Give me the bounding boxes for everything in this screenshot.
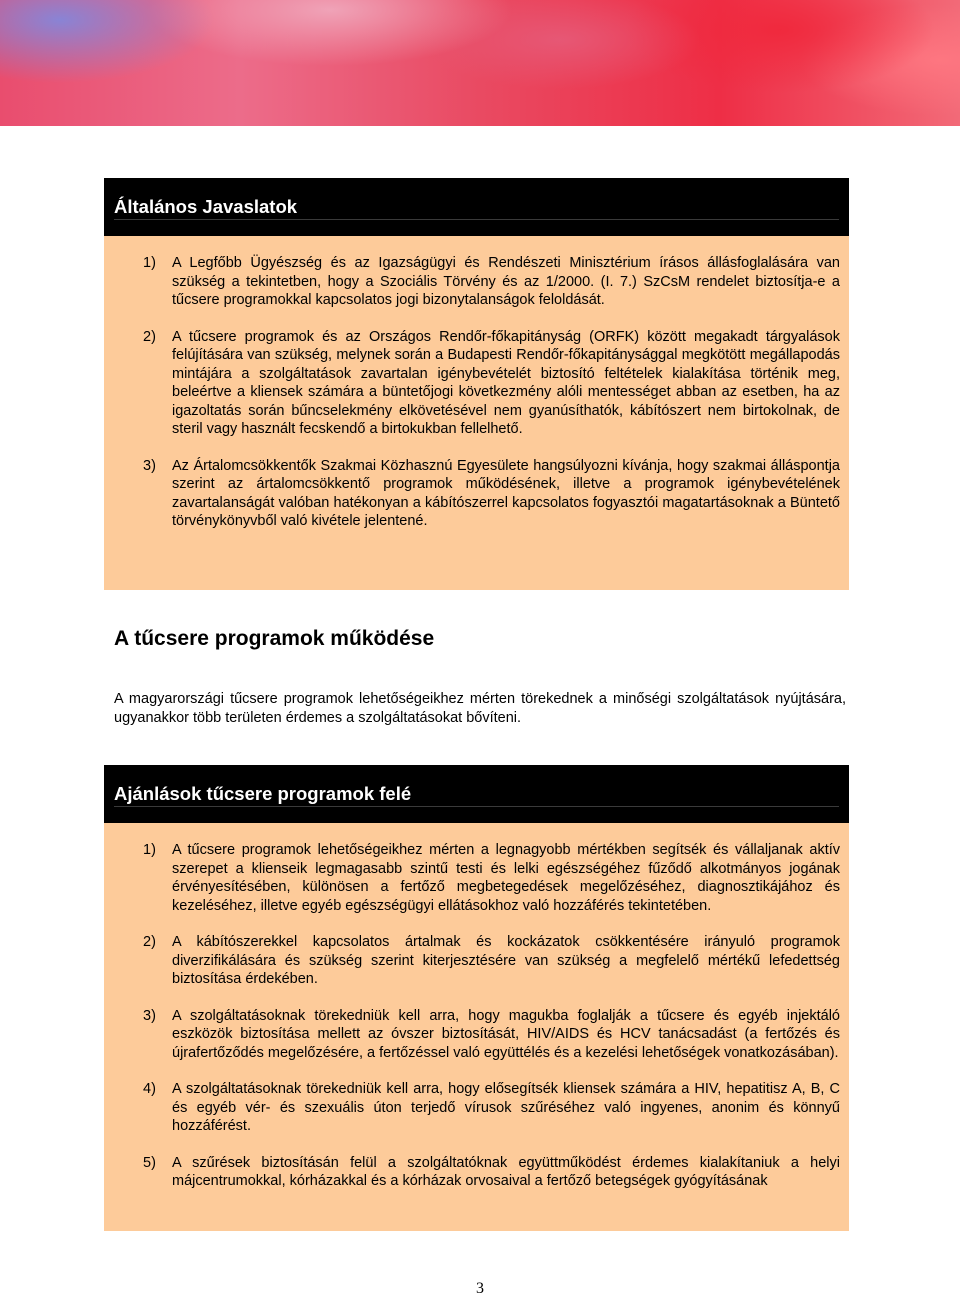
general-recommendations-title: Általános Javaslatok	[114, 196, 298, 217]
header-divider	[114, 806, 839, 807]
list-item-number: 5)	[143, 1154, 156, 1171]
section-paragraph: A magyarországi tűcsere programok lehetőségeikhez mérten törekednek a minőségi szolgáltatások nyújtására, ugyanakkor több területen érdemes a szolgáltatásokat bővíteni.	[114, 691, 846, 726]
general-recommendations-box	[104, 178, 849, 590]
list-item	[104, 328, 849, 439]
list-item-number: 1)	[143, 255, 156, 271]
section-heading: A tűcsere programok működése	[114, 627, 435, 650]
list-item-number: 4)	[143, 1081, 156, 1097]
list-item-number: 3)	[143, 457, 156, 474]
recommendations-header	[104, 765, 849, 823]
list-item-text: A szűrések biztosításán felül a szolgáltatóknak együttműködést érdemes kialakítaniuk a helyi májcentrumokkal, kórházakkal és a kórházak orvosaival a fertőző betegségek gyógyításának	[172, 1154, 840, 1189]
list-item	[104, 933, 849, 989]
recommendations-title: Ajánlások tűcsere programok felé	[114, 783, 412, 804]
general-recommendations-header	[104, 178, 849, 236]
header-divider	[114, 219, 839, 220]
list-item	[104, 457, 849, 531]
list-item-text: A tűcsere programok lehetőségeikhez mérten a legnagyobb mértékben segítsék és vállaljanak aktív szerepet a klienseik legmagasabb szintű testi és lelki egészségéhez fűződő alkotmányos jogának érvényesítésében, különösen a fertőző megbetegedések megelőzéséhez, diagnosztikájához és kezeléséhez, illetve egyéb egészségügyi ellátásokhoz való hozzáférés tekintetében.	[172, 842, 840, 914]
list-item	[104, 1007, 849, 1063]
list-item-number: 3)	[143, 1007, 156, 1024]
list-item-text: A szolgáltatásoknak törekedniük kell arra, hogy elősegítsék kliensek számára a HIV, hepatitisz A, B, C és egyéb vér- és szexuális úton terjedő vírusok szűréséhez való ingyenes, anonim és könnyű hozzáférést.	[172, 1081, 840, 1134]
list-item	[104, 1154, 849, 1191]
list-item-text: Az Ártalomcsökkentők Szakmai Közhasznú Egyesülete hangsúlyozni kívánja, hogy szakmai álláspontja szerint az ártalomcsökkentő programok működésének, illetve a programok igénybevételének zavartalanságát valóban hatékonyan a kábítószerrel kapcsolatos fogyasztói magatartásoknak a Büntető törvénykönyvből való kivétele jelentené.	[172, 457, 840, 529]
list-item-number: 2)	[143, 934, 156, 950]
list-item-text: A kábítószerekkel kapcsolatos ártalmak és kockázatok csökkentésére irányuló programok diverzifikálására és szükség szerint kiterjesztésére van szükség a megfelelő mértékű lefedettség biztosítása érdekében.	[172, 934, 840, 987]
recommendations-list	[104, 823, 849, 1191]
list-item	[104, 254, 849, 310]
list-item	[104, 1080, 849, 1136]
list-item-number: 1)	[143, 842, 156, 858]
list-item-text: A Legfőbb Ügyészség és az Igazságügyi és Rendészeti Minisztérium írásos állásfoglalására van szükség a tekintetben, hogy a Szociális Törvény és az 1/2000. (I. 7.) SzCsM rendelet biztosítja-e a tűcsere programokkal kapcsolatos jogi bizonytalanságok feloldását.	[172, 255, 840, 308]
general-recommendations-list	[104, 236, 849, 531]
page-number: 3	[476, 1280, 484, 1297]
list-item	[104, 841, 849, 915]
list-item-number: 2)	[143, 328, 156, 345]
list-item-text: A tűcsere programok és az Országos Rendőr-főkapitányság (ORFK) között megakadt tárgyalások felújítására van szükség, melynek során a Budapesti Rendőr-főkapitánysággal megkötött megállapodás mintájára a szolgáltatások zavartalan igénybevételét biztosító feltételek kialakítása történik meg, beleértve a kliensek számára a büntetőjogi következmény alóli mentességet abban az esetben, ha az igazoltatás során bűncselekmény elkövetésével nem gyanúsíthatók, kábítószert nem birtokolnak, de steril vagy használt fecskendő a birtokukban fellelhető.	[172, 328, 840, 437]
recommendations-box	[104, 765, 849, 1231]
decorative-banner	[0, 0, 960, 126]
list-item-text: A szolgáltatásoknak törekedniük kell arra, hogy magukba foglalják a tűcsere és egyéb injektáló eszközök biztosítása mellett az óvszer biztosítását, HIV/AIDS és HCV tanácsadást (a fertőzés és újrafertőződés megelőzésére, a fertőzéssel való együttélés és a kezelési lehetőségek vonatkozásában).	[172, 1007, 840, 1061]
